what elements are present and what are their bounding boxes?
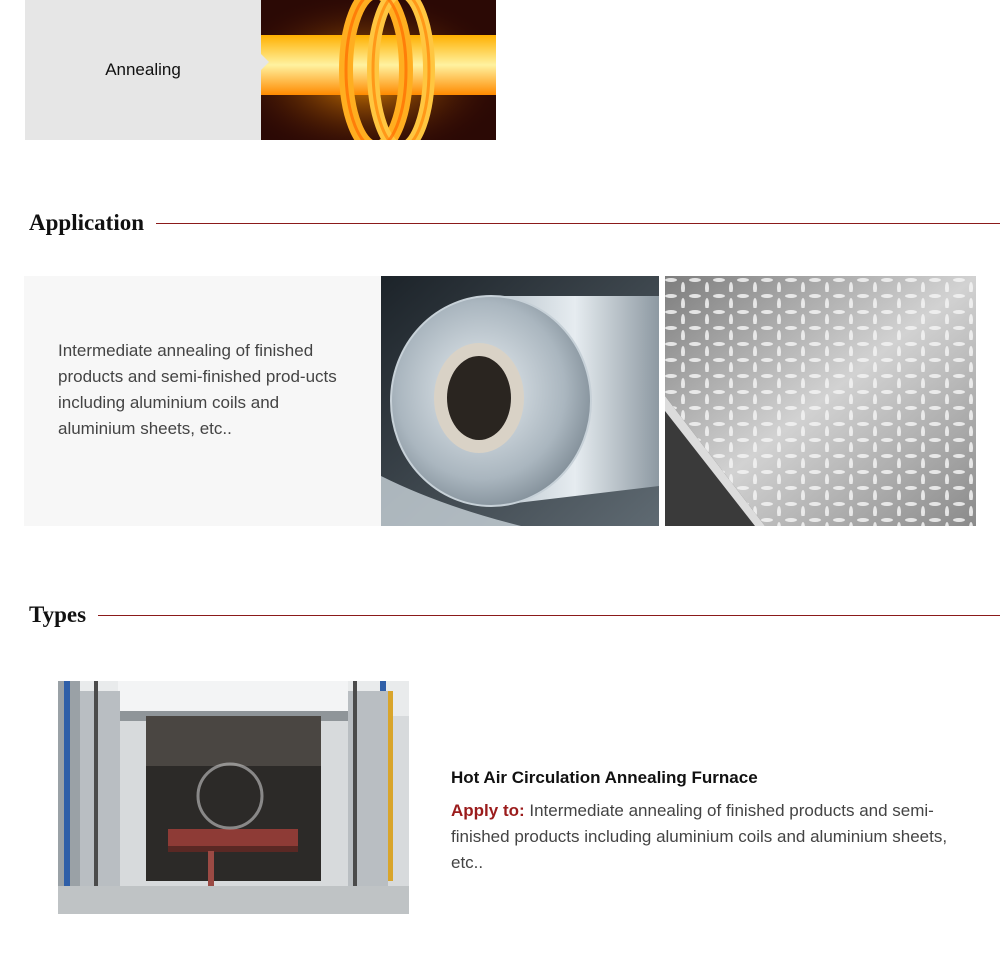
application-text-box bbox=[24, 276, 381, 526]
types-title: Types bbox=[29, 602, 87, 627]
application-divider bbox=[156, 223, 1000, 224]
glowing-metal-rings-photo bbox=[261, 0, 496, 140]
apply-to-text: Intermediate annealing of finished products and semi-finished products including aluminium coils and aluminium sheets, etc.. bbox=[451, 801, 948, 872]
types-heading bbox=[29, 602, 1000, 628]
annealing-image bbox=[261, 0, 496, 140]
furnace-image[interactable] bbox=[58, 681, 409, 914]
annealing-label-box bbox=[25, 0, 261, 140]
application-text: Intermediate annealing of finished products and semi-finished prod-ucts including aluminium coils and aluminium sheets, etc.. bbox=[58, 341, 337, 438]
aluminium-coil-image bbox=[381, 276, 659, 526]
aluminium-tread-plate-photo bbox=[665, 276, 976, 526]
aluminium-coil-photo bbox=[381, 276, 659, 526]
furnace-title[interactable]: Hot Air Circulation Annealing Furnace bbox=[451, 768, 758, 787]
annealing-label: Annealing bbox=[105, 60, 181, 79]
application-title: Application bbox=[29, 210, 145, 235]
annealing-furnace-photo bbox=[58, 681, 409, 914]
application-heading bbox=[29, 210, 1000, 236]
furnace-description bbox=[451, 798, 971, 876]
apply-to-label: Apply to: bbox=[451, 801, 525, 820]
furnace-info bbox=[451, 768, 971, 876]
aluminium-tread-plate-image bbox=[665, 276, 976, 526]
annealing-card[interactable] bbox=[25, 0, 496, 140]
types-divider bbox=[98, 615, 1000, 616]
application-row bbox=[24, 276, 976, 526]
